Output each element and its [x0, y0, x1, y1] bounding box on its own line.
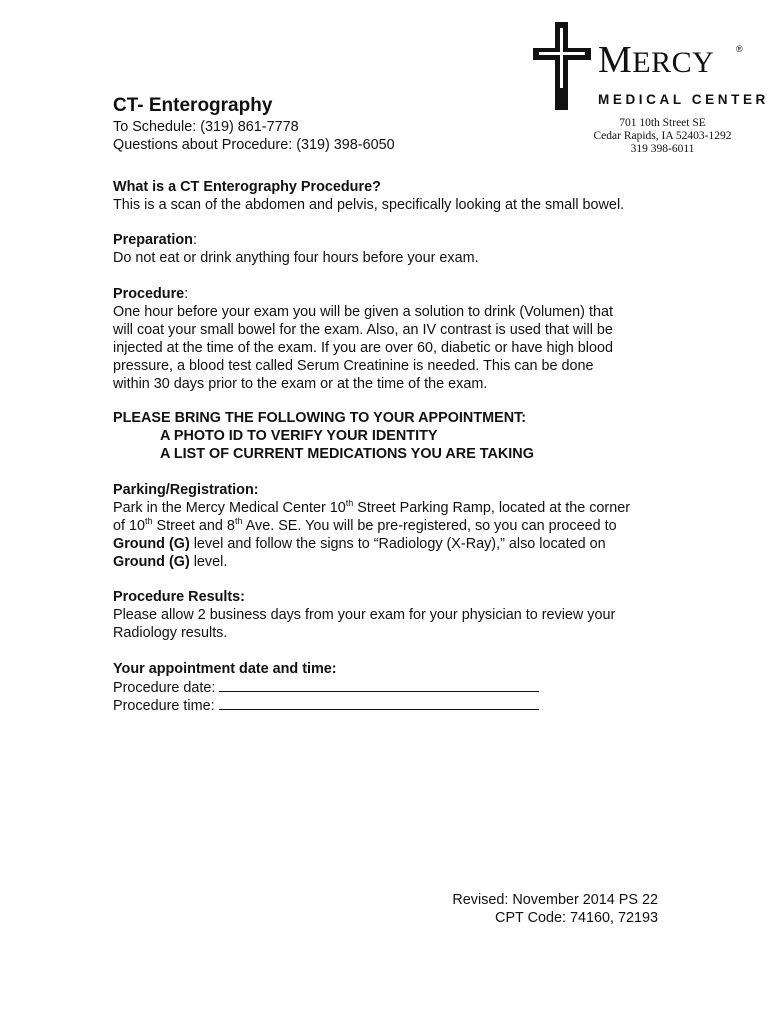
procedure-date-row: Procedure date:: [113, 678, 539, 697]
preparation-heading: Preparation:: [113, 232, 197, 248]
cross-icon: [533, 22, 593, 112]
logo-subtitle: MEDICAL CENTER: [598, 92, 769, 107]
schedule-phone: To Schedule: (319) 861-7778: [113, 119, 299, 135]
bring-item-medications: A LIST OF CURRENT MEDICATIONS YOU ARE TAKING: [160, 446, 534, 462]
parking-line: Ground (G) level and follow the signs to “Radiology (X-Ray),” also located on: [113, 536, 606, 552]
procedure-line: pressure, a blood test called Serum Creatinine is needed. This can be done: [113, 358, 594, 374]
parking-line: Ground (G) level.: [113, 554, 228, 570]
revised-date: Revised: November 2014 PS 22: [452, 892, 658, 908]
preparation-text: Do not eat or drink anything four hours before your exam.: [113, 250, 479, 266]
parking-line: of 10th Street and 8th Ave. SE. You will be pre-registered, so you can proceed to: [113, 516, 617, 534]
logo-wordmark: MERCY: [598, 39, 715, 81]
procedure-time-row: Procedure time:: [113, 696, 539, 715]
appointment-heading: Your appointment date and time:: [113, 661, 337, 677]
address-street: 701 10th Street SE: [619, 117, 706, 129]
parking-heading: Parking/Registration:: [113, 482, 259, 498]
address-city: Cedar Rapids, IA 52403-1292: [593, 130, 732, 142]
questions-phone: Questions about Procedure: (319) 398-6050: [113, 137, 395, 153]
procedure-line: within 30 days prior to the exam or at the time of the exam.: [113, 376, 488, 392]
parking-line: Park in the Mercy Medical Center 10th Street Parking Ramp, located at the corner: [113, 498, 631, 516]
bring-item-photo-id: A PHOTO ID TO VERIFY YOUR IDENTITY: [160, 428, 438, 444]
results-text: Radiology results.: [113, 625, 228, 641]
registered-mark: ®: [736, 44, 743, 54]
bring-heading: PLEASE BRING THE FOLLOWING TO YOUR APPOINTMENT:: [113, 410, 527, 426]
page-title: CT- Enterography: [113, 95, 273, 116]
procedure-date-field[interactable]: [219, 678, 539, 692]
what-text: This is a scan of the abdomen and pelvis, specifically looking at the small bowel.: [113, 197, 625, 213]
cpt-code: CPT Code: 74160, 72193: [495, 910, 658, 926]
results-heading: Procedure Results:: [113, 589, 245, 605]
address-phone: 319 398-6011: [630, 143, 695, 155]
procedure-line: injected at the time of the exam. If you are over 60, diabetic or have high blood: [113, 340, 613, 356]
what-heading: What is a CT Enterography Procedure?: [113, 179, 381, 195]
procedure-line: will coat your small bowel for the exam. Also, an IV contrast is used that will be: [113, 322, 613, 338]
procedure-heading: Procedure:: [113, 286, 189, 302]
procedure-line: One hour before your exam you will be given a solution to drink (Volumen) that: [113, 304, 613, 320]
procedure-time-field[interactable]: [219, 696, 539, 710]
results-text: Please allow 2 business days from your exam for your physician to review your: [113, 607, 616, 623]
